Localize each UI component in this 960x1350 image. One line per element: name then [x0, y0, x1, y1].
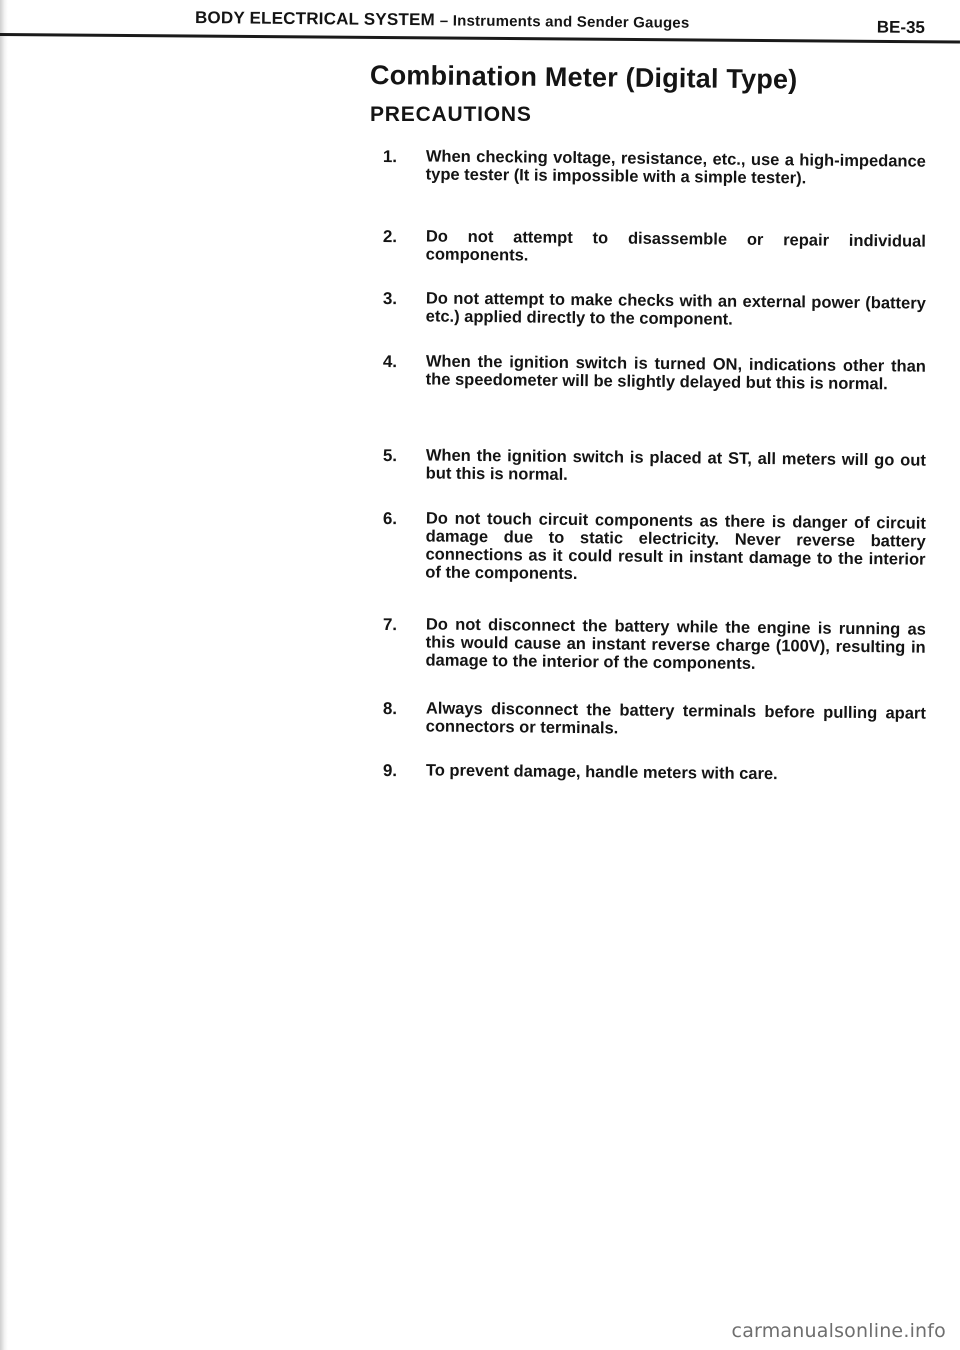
item-text: When the ignition switch is turned ON, indications other than the speedometer will be slightly delayed but this is normal.	[425, 352, 926, 394]
precaution-item	[382, 352, 928, 394]
item-number: 4.	[382, 352, 398, 372]
item-text: When the ignition switch is placed at ST, all meters will go out but this is normal.	[425, 446, 926, 484]
item-text: To prevent damage, handle meters with care.	[425, 761, 778, 784]
precaution-item	[382, 147, 928, 188]
item-text: When checking voltage, resistance, etc., use a high-impedance type tester (It is impossible with a simple tester).	[425, 147, 926, 188]
item-number: 1.	[382, 147, 398, 167]
precaution-item	[382, 615, 928, 673]
item-number: 6.	[382, 509, 398, 529]
item-text: Do not attempt to disassemble or repair individual components.	[425, 227, 926, 265]
precaution-item	[382, 761, 928, 784]
section-title: Combination Meter (Digital Type)	[369, 60, 798, 95]
item-number: 8.	[382, 699, 398, 719]
header-page-number: BE-35	[876, 17, 926, 38]
item-number: 9.	[382, 761, 398, 781]
subsection-title: PRECAUTIONS	[370, 103, 532, 126]
header-title	[195, 8, 690, 33]
precaution-item	[382, 446, 928, 484]
header-subsection: – Instruments and Sender Gauges	[439, 12, 690, 32]
item-text: Do not touch circuit components as there is danger of circuit damage due to static electricity. Never reverse battery connections as it could result in instant damage to the interior of the components.	[425, 509, 926, 584]
page-left-edge	[0, 0, 8, 1350]
precaution-item	[382, 699, 928, 738]
item-number: 3.	[382, 289, 398, 309]
header-section: BODY ELECTRICAL SYSTEM	[194, 8, 436, 30]
precaution-item	[382, 227, 928, 265]
item-text: Do not attempt to make checks with an external power (battery etc.) applied directly to the component.	[425, 289, 926, 329]
item-number: 5.	[382, 446, 398, 466]
precaution-item	[382, 289, 928, 329]
precaution-item	[382, 509, 928, 584]
watermark-text: carmanualsonline.info	[731, 1320, 946, 1342]
item-number: 7.	[382, 615, 398, 635]
item-text: Always disconnect the battery terminals before pulling apart connectors or terminals.	[425, 699, 926, 738]
item-number: 2.	[382, 227, 398, 247]
item-text: Do not disconnect the battery while the engine is running as this would cause an instant reverse charge (100V), resulting in damage to the interior of the components.	[425, 615, 926, 673]
